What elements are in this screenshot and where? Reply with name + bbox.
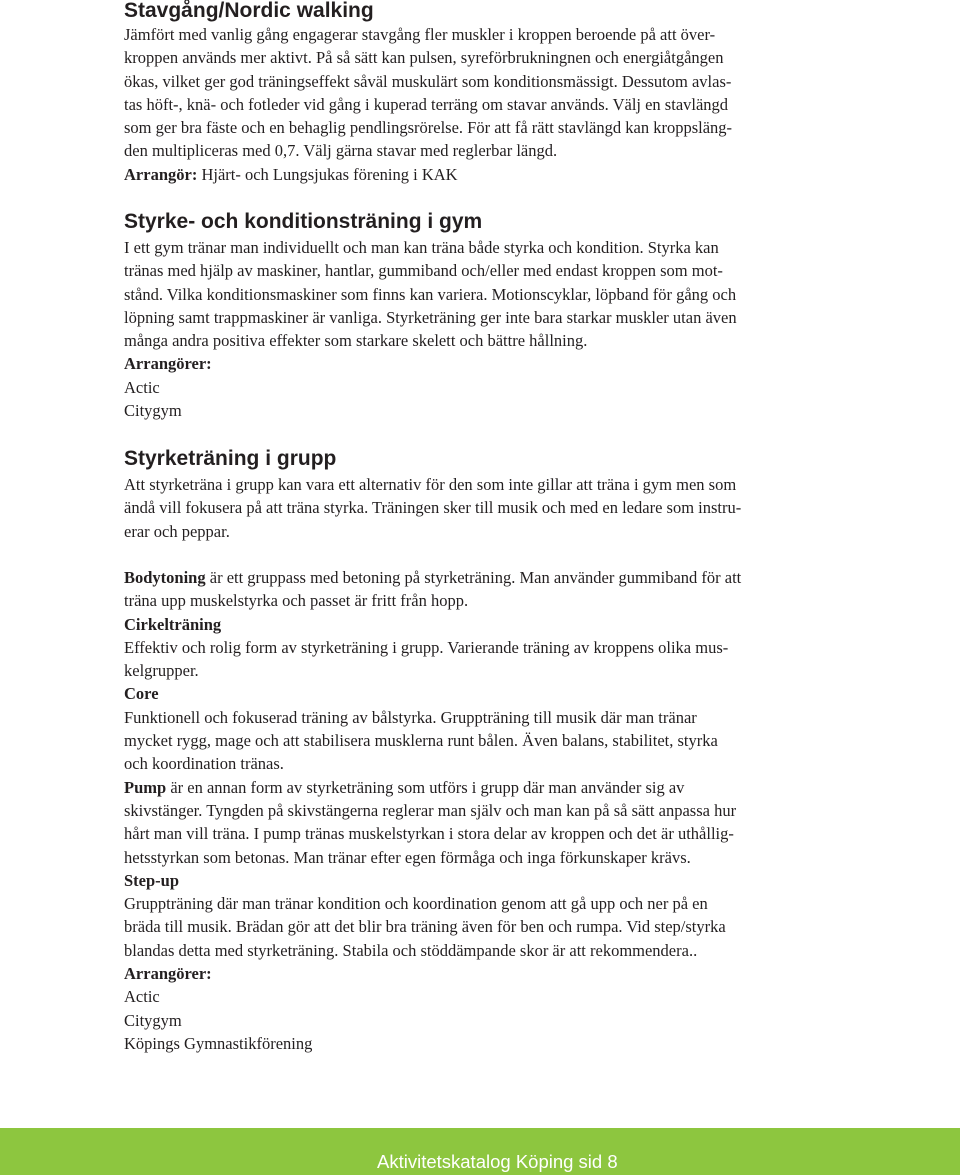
body-line: många andra positiva effekter som starkare skelett och bättre hållning. (124, 331, 588, 351)
body-line: ändå vill fokusera på att träna styrka. Träningen sker till musik och med en ledare som instru- (124, 498, 742, 518)
body-line: stånd. Vilka konditionsmaskiner som finns kan variera. Motionscyklar, löpband för gång och (124, 284, 737, 304)
body-line: kroppen används mer aktivt. På så sätt kan pulsen, syreförbrukningnen och energiåtgången (124, 48, 724, 68)
footer-text: Aktivitetskatalog Köping sid 8 (377, 1151, 618, 1172)
body-line: och koordination tränas. (124, 754, 284, 774)
body-line: mycket rygg, mage och att stabilisera musklerna runt bålen. Även balans, stabilitet, styrka (124, 731, 718, 751)
body-text: är ett gruppass med betoning på styrketräning. Man använder gummiband för att (205, 568, 742, 587)
organizer-name: Citygym (124, 1010, 182, 1030)
organizer-name: Actic (124, 987, 160, 1007)
body-line: kelgrupper. (124, 661, 199, 681)
organizers-label: Arrangörer: (124, 964, 212, 984)
body-line: träna upp muskelstyrka och passet är fritt från hopp. (124, 591, 469, 611)
body-line: den multipliceras med 0,7. Välj gärna stavar med reglerbar längd. (124, 141, 558, 161)
body-line: löpning samt trappmaskiner är vanliga. Styrketräning ger inte bara starkar muskler utan även (124, 307, 737, 327)
bodytoning-label: Bodytoning (124, 568, 206, 587)
body-line: Att styrketräna i grupp kan vara ett alternativ för den som inte gillar att träna i gym men som (124, 475, 737, 494)
organizer-name: Köpings Gymnastikförening (124, 1033, 313, 1053)
section-body-gym (124, 236, 737, 422)
body-text: är en annan form av styrketräning som utförs i grupp där man använder sig av (166, 777, 685, 797)
body-line: hårt man vill träna. I pump tränas muskelstyrkan i stora delar av kroppen och det är uthållig- (124, 824, 734, 844)
cirkel-label: Cirkelträning (124, 614, 222, 634)
body-line: Effektiv och rolig form av styrketräning i grupp. Varierande träning av kroppens olika mus- (124, 637, 729, 657)
body-line: tas höft-, knä- och fotleder vid gång i kuperad terräng om stavar används. Välj en stavlängd (124, 94, 729, 114)
organizer-name: Citygym (124, 401, 182, 421)
body-line: Jämfört med vanlig gång engagerar stavgång fler muskler i kroppen beroende på att över- (124, 25, 716, 44)
section-body-group-strength (124, 473, 741, 543)
body-line: Funktionell och fokuserad träning av bålstyrka. Gruppträning till musik där man tränar (124, 707, 697, 727)
body-line: skivstänger. Tyngden på skivstängerna reglerar man själv och man kan på så sätt anpassa hur (124, 800, 737, 820)
organizer-name: Hjärt- och Lungsjukas förening i KAK (197, 164, 458, 184)
section-gym (124, 210, 737, 422)
step-label: Step-up (124, 870, 180, 890)
section-group-strength (124, 447, 741, 543)
body-line: I ett gym tränar man individuellt och man kan träna både styrka och kondition. Styrka kan (124, 238, 719, 257)
pump-line (124, 776, 741, 799)
body-line: ökas, vilket ger god träningseffekt såväl muskulärt som konditionsmässigt. Dessutom avlas- (124, 71, 732, 91)
section-title-nordic-walking: Stavgång/Nordic walking (124, 0, 374, 22)
body-line: bräda till musik. Brädan gör att det blir bra träning även för ben och rumpa. Vid step/styrka (124, 917, 726, 937)
class-descriptions (124, 566, 741, 1055)
bodytoning-line (124, 566, 741, 589)
section-body-nordic-walking (124, 23, 732, 186)
body-line: som ger bra fäste och en behaglig pendlingsrörelse. För att få rätt stavlängd kan kroppsläng- (124, 118, 733, 138)
body-line: hetsstyrkan som betonas. Man tränar efter egen förmåga och inga förkunskaper krävs. (124, 847, 691, 867)
section-title-group-strength: Styrketräning i grupp (124, 447, 337, 470)
organizer-name: Actic (124, 377, 160, 397)
organizers-label: Arrangörer: (124, 354, 212, 374)
organizer-line (124, 163, 732, 186)
core-label: Core (124, 684, 159, 704)
body-line: tränas med hjälp av maskiner, hantlar, gummiband och/eller med endast kroppen som mot- (124, 261, 723, 281)
body-line: erar och peppar. (124, 521, 230, 541)
body-line: blandas detta med styrketräning. Stabila och stöddämpande skor är att rekommendera.. (124, 940, 698, 960)
section-nordic-walking (124, 0, 732, 186)
organizer-label: Arrangör: (124, 164, 198, 184)
body-line: Gruppträning där man tränar kondition och koordination genom att gå upp och ner på en (124, 894, 708, 914)
section-title-gym: Styrke- och konditionsträning i gym (124, 210, 483, 233)
pump-label: Pump (124, 777, 167, 797)
